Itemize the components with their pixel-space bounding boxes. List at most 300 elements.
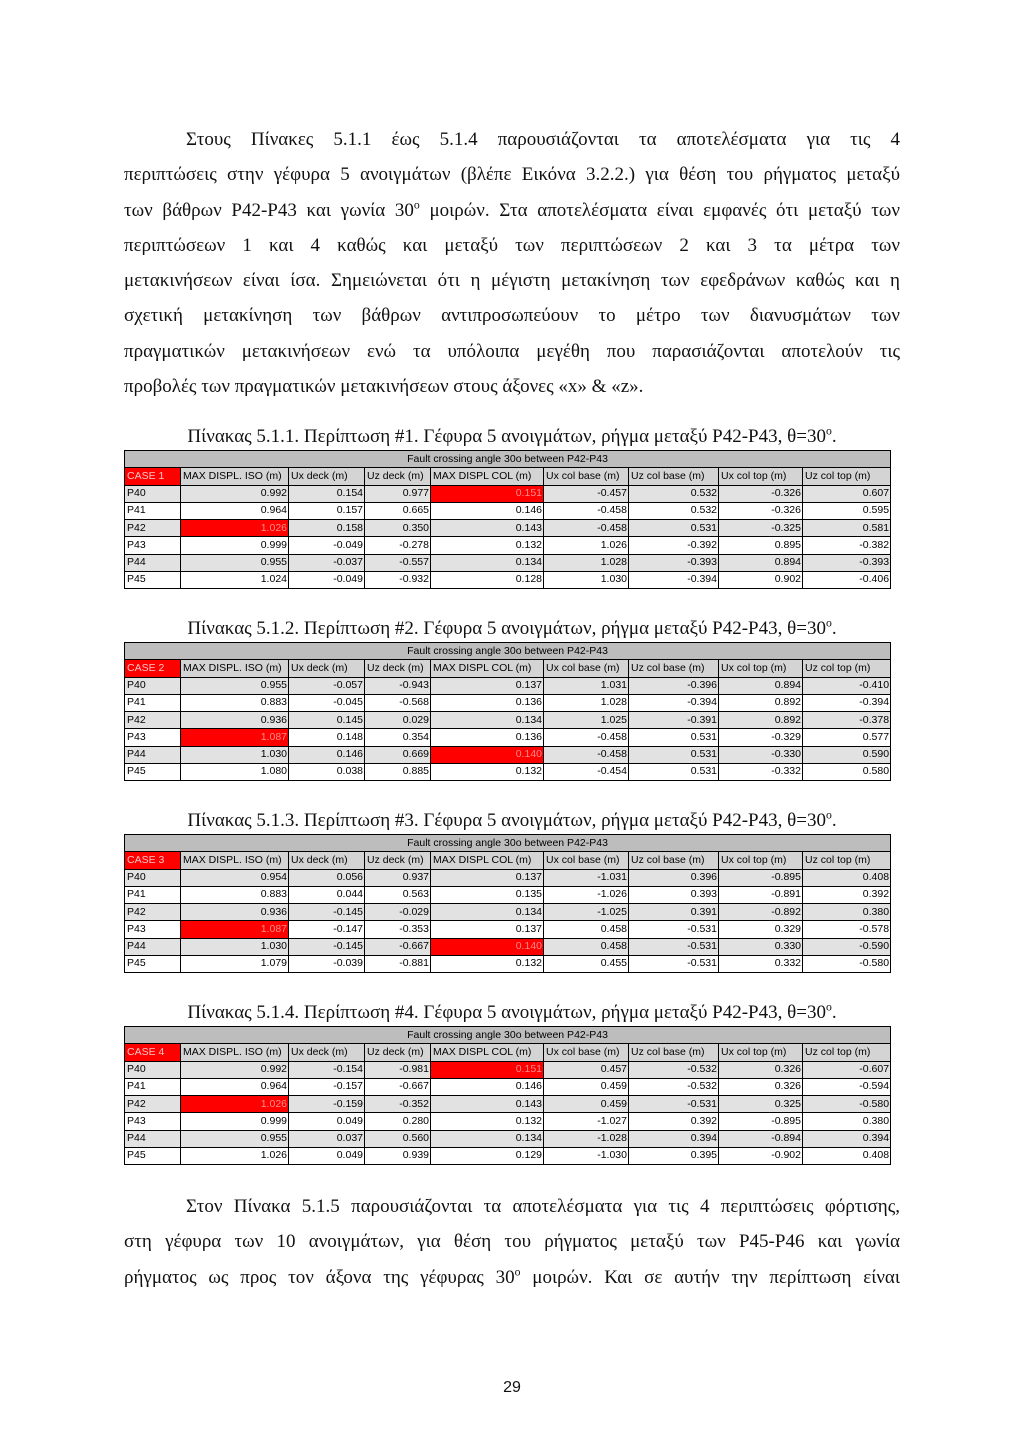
- row-label: P40: [125, 869, 181, 886]
- value-cell: -0.154: [289, 1061, 365, 1078]
- value-cell: -0.145: [289, 938, 365, 955]
- value-cell: 0.146: [289, 746, 365, 763]
- column-header-row: [125, 1044, 891, 1061]
- text-line: [124, 122, 900, 157]
- value-cell: 0.326: [719, 1061, 803, 1078]
- table-row: [125, 712, 891, 729]
- value-cell: 1.026: [181, 1147, 289, 1164]
- column-header: Uz col base (m): [629, 468, 719, 485]
- value-cell: -0.580: [803, 1096, 891, 1113]
- superscript: o: [825, 616, 832, 630]
- page-number: 29: [503, 1379, 521, 1396]
- value-cell: -0.902: [719, 1147, 803, 1164]
- text-line: [124, 1224, 900, 1259]
- table-title: Fault crossing angle 30o between P42-P43: [125, 1027, 891, 1044]
- column-header-row: [125, 468, 891, 485]
- value-cell: -0.531: [629, 1096, 719, 1113]
- row-label: P45: [125, 763, 181, 780]
- value-cell: 0.136: [431, 694, 544, 711]
- highlighted-value-cell: 1.087: [181, 729, 289, 746]
- value-cell: -0.039: [289, 955, 365, 972]
- value-cell: -0.891: [719, 886, 803, 903]
- highlighted-value-cell: 0.140: [431, 746, 544, 763]
- text-line: [124, 1189, 900, 1224]
- value-cell: 0.999: [181, 1113, 289, 1130]
- value-cell: 0.393: [629, 886, 719, 903]
- column-header: Ux col top (m): [719, 852, 803, 869]
- column-header: Ux col base (m): [544, 1044, 629, 1061]
- value-cell: -0.045: [289, 694, 365, 711]
- table-row: [125, 729, 891, 746]
- value-cell: 0.392: [629, 1113, 719, 1130]
- value-cell: 0.964: [181, 1078, 289, 1095]
- column-header: Ux col base (m): [544, 660, 629, 677]
- value-cell: 0.148: [289, 729, 365, 746]
- value-cell: -0.037: [289, 554, 365, 571]
- value-cell: 0.955: [181, 554, 289, 571]
- value-cell: 0.408: [803, 1147, 891, 1164]
- table-row: [125, 1130, 891, 1147]
- column-header: Uz deck (m): [365, 468, 431, 485]
- row-label: P45: [125, 1147, 181, 1164]
- value-cell: 0.392: [803, 886, 891, 903]
- value-cell: -0.159: [289, 1096, 365, 1113]
- case-label: CASE 3: [125, 852, 181, 869]
- value-cell: -1.030: [544, 1147, 629, 1164]
- value-cell: -0.049: [289, 537, 365, 554]
- value-cell: 0.044: [289, 886, 365, 903]
- text-run: Στους Πίνακες 5.1.1 έως 5.1.4 παρουσιάζονται τα αποτελέσματα για τις 4: [186, 129, 900, 150]
- table-caption: [124, 1000, 900, 1026]
- highlighted-value-cell: 1.026: [181, 520, 289, 537]
- case-label: CASE 4: [125, 1044, 181, 1061]
- row-label: P41: [125, 694, 181, 711]
- value-cell: -0.394: [803, 694, 891, 711]
- table-row: [125, 1147, 891, 1164]
- table-row: [125, 955, 891, 972]
- highlighted-value-cell: 0.151: [431, 485, 544, 502]
- column-header: Uz deck (m): [365, 660, 431, 677]
- value-cell: 0.939: [365, 1147, 431, 1164]
- table-row: [125, 904, 891, 921]
- value-cell: 0.457: [544, 1061, 629, 1078]
- value-cell: 0.595: [803, 502, 891, 519]
- table-row: [125, 763, 891, 780]
- value-cell: 1.030: [544, 571, 629, 588]
- value-cell: 0.936: [181, 904, 289, 921]
- table-title: Fault crossing angle 30o between P42-P43: [125, 643, 891, 660]
- text-line: [124, 157, 900, 192]
- value-cell: -0.531: [629, 955, 719, 972]
- value-cell: 0.134: [431, 554, 544, 571]
- column-header: MAX DISPL COL (m): [431, 468, 544, 485]
- value-cell: 0.037: [289, 1130, 365, 1147]
- value-cell: 0.936: [181, 712, 289, 729]
- value-cell: -0.326: [719, 502, 803, 519]
- value-cell: 1.028: [544, 554, 629, 571]
- text-run: στη γέφυρα των 10 ανοιγμάτων, για θέση του ρήγματος μεταξύ των P45-P46 και γωνία: [124, 1231, 900, 1253]
- value-cell: 0.977: [365, 485, 431, 502]
- value-cell: 0.330: [719, 938, 803, 955]
- value-cell: -0.932: [365, 571, 431, 588]
- table-row: [125, 1078, 891, 1095]
- table-row: [125, 554, 891, 571]
- value-cell: 0.531: [629, 729, 719, 746]
- table-row: [125, 537, 891, 554]
- column-header: Uz col base (m): [629, 852, 719, 869]
- value-cell: -0.382: [803, 537, 891, 554]
- value-cell: -1.025: [544, 904, 629, 921]
- results-table: [124, 642, 891, 781]
- text-run: περιπτώσεις στην γέφυρα 5 ανοιγμάτων (βλέπε Εικόνα 3.2.2.) για θέση του ρήγματος μεταξύ: [124, 164, 900, 186]
- text-run: περιπτώσεων 1 και 4 καθώς και μεταξύ των περιπτώσεων 2 και 3 τα μέτρα των: [124, 234, 900, 256]
- value-cell: 0.892: [719, 694, 803, 711]
- value-cell: 0.325: [719, 1096, 803, 1113]
- value-cell: 0.049: [289, 1147, 365, 1164]
- value-cell: -0.458: [544, 729, 629, 746]
- value-cell: -0.454: [544, 763, 629, 780]
- superscript: o: [825, 1000, 832, 1014]
- next-paragraph: [124, 1189, 900, 1295]
- value-cell: 0.999: [181, 537, 289, 554]
- highlighted-value-cell: 0.151: [431, 1061, 544, 1078]
- text-run: μοιρών. Και σε αυτήν την περίπτωση είναι: [520, 1266, 900, 1288]
- row-label: P45: [125, 571, 181, 588]
- value-cell: 0.892: [719, 712, 803, 729]
- highlighted-value-cell: 0.140: [431, 938, 544, 955]
- row-label: P43: [125, 1113, 181, 1130]
- value-cell: -1.031: [544, 869, 629, 886]
- value-cell: -0.590: [803, 938, 891, 955]
- table-caption: [124, 616, 900, 642]
- table-caption: [124, 808, 900, 834]
- value-cell: 0.458: [544, 921, 629, 938]
- column-header: MAX DISPL COL (m): [431, 852, 544, 869]
- value-cell: -0.157: [289, 1078, 365, 1095]
- column-header-row: [125, 660, 891, 677]
- column-header: Uz deck (m): [365, 1044, 431, 1061]
- value-cell: 0.955: [181, 1130, 289, 1147]
- value-cell: -0.396: [629, 677, 719, 694]
- row-label: P45: [125, 955, 181, 972]
- value-cell: -0.332: [719, 763, 803, 780]
- superscript: o: [825, 808, 832, 822]
- value-cell: -0.943: [365, 677, 431, 694]
- value-cell: 0.146: [431, 1078, 544, 1095]
- row-label: P40: [125, 677, 181, 694]
- value-cell: 0.134: [431, 1130, 544, 1147]
- row-label: P44: [125, 746, 181, 763]
- table-block-5-1-4: [124, 1000, 900, 1165]
- value-cell: -1.027: [544, 1113, 629, 1130]
- column-header: Uz col base (m): [629, 660, 719, 677]
- value-cell: -0.557: [365, 554, 431, 571]
- value-cell: 0.134: [431, 712, 544, 729]
- table-row: [125, 694, 891, 711]
- row-label: P41: [125, 1078, 181, 1095]
- value-cell: 0.157: [289, 502, 365, 519]
- value-cell: 1.031: [544, 677, 629, 694]
- value-cell: 0.992: [181, 1061, 289, 1078]
- value-cell: 0.391: [629, 904, 719, 921]
- value-cell: 0.137: [431, 921, 544, 938]
- value-cell: 0.143: [431, 520, 544, 537]
- table-row: [125, 886, 891, 903]
- value-cell: 0.458: [544, 938, 629, 955]
- row-label: P44: [125, 554, 181, 571]
- caption-end: .: [831, 1002, 837, 1023]
- value-cell: -1.028: [544, 1130, 629, 1147]
- value-cell: 0.280: [365, 1113, 431, 1130]
- value-cell: 0.992: [181, 485, 289, 502]
- value-cell: -0.568: [365, 694, 431, 711]
- value-cell: 0.137: [431, 869, 544, 886]
- value-cell: 1.030: [181, 746, 289, 763]
- value-cell: 0.158: [289, 520, 365, 537]
- row-label: P44: [125, 938, 181, 955]
- value-cell: 0.669: [365, 746, 431, 763]
- value-cell: 1.025: [544, 712, 629, 729]
- value-cell: -0.392: [629, 537, 719, 554]
- text-run: μοιρών. Στα αποτελέσματα είναι εμφανές ότι μεταξύ των: [419, 199, 900, 221]
- value-cell: -0.391: [629, 712, 719, 729]
- value-cell: 0.665: [365, 502, 431, 519]
- table-row: [125, 571, 891, 588]
- value-cell: 0.883: [181, 886, 289, 903]
- value-cell: 0.937: [365, 869, 431, 886]
- table-block-5-1-3: [124, 808, 900, 973]
- superscript: o: [413, 198, 420, 212]
- value-cell: 0.136: [431, 729, 544, 746]
- value-cell: -0.147: [289, 921, 365, 938]
- value-cell: 0.894: [719, 677, 803, 694]
- table-body: [125, 643, 891, 781]
- value-cell: -0.145: [289, 904, 365, 921]
- case-label: CASE 1: [125, 468, 181, 485]
- value-cell: 0.531: [629, 746, 719, 763]
- value-cell: -0.580: [803, 955, 891, 972]
- text-run: προβολές των πραγματικών μετακινήσεων στους άξονες «x» & «z».: [124, 376, 644, 398]
- row-label: P42: [125, 712, 181, 729]
- value-cell: 1.028: [544, 694, 629, 711]
- caption-text: Πίνακας 5.1.4. Περίπτωση #4. Γέφυρα 5 ανοιγμάτων, ρήγμα μεταξύ P42-P43, θ=30: [187, 1002, 826, 1023]
- column-header: MAX DISPL COL (m): [431, 1044, 544, 1061]
- row-label: P44: [125, 1130, 181, 1147]
- value-cell: 0.895: [719, 537, 803, 554]
- table-title-row: [125, 1027, 891, 1044]
- value-cell: -0.667: [365, 1078, 431, 1095]
- value-cell: -0.532: [629, 1078, 719, 1095]
- value-cell: -0.029: [365, 904, 431, 921]
- value-cell: 0.049: [289, 1113, 365, 1130]
- text-line: [124, 193, 900, 228]
- value-cell: 0.531: [629, 763, 719, 780]
- value-cell: -0.394: [629, 694, 719, 711]
- value-cell: -0.393: [629, 554, 719, 571]
- value-cell: 1.080: [181, 763, 289, 780]
- value-cell: -0.894: [719, 1130, 803, 1147]
- table-title-row: [125, 451, 891, 468]
- value-cell: -0.353: [365, 921, 431, 938]
- table-row: [125, 938, 891, 955]
- column-header: MAX DISPL COL (m): [431, 660, 544, 677]
- caption-text: Πίνακας 5.1.2. Περίπτωση #2. Γέφυρα 5 ανοιγμάτων, ρήγμα μεταξύ P42-P43, θ=30: [187, 618, 826, 639]
- value-cell: 0.137: [431, 677, 544, 694]
- value-cell: 0.146: [431, 502, 544, 519]
- value-cell: 0.563: [365, 886, 431, 903]
- value-cell: 0.883: [181, 694, 289, 711]
- table-row: [125, 746, 891, 763]
- column-header: Ux col top (m): [719, 1044, 803, 1061]
- value-cell: 0.326: [719, 1078, 803, 1095]
- table-row: [125, 1096, 891, 1113]
- row-label: P42: [125, 1096, 181, 1113]
- column-header: MAX DISPL. ISO (m): [181, 468, 289, 485]
- value-cell: 0.134: [431, 904, 544, 921]
- value-cell: -0.393: [803, 554, 891, 571]
- value-cell: -0.895: [719, 869, 803, 886]
- row-label: P41: [125, 886, 181, 903]
- value-cell: -0.892: [719, 904, 803, 921]
- table-caption: [124, 424, 900, 450]
- text-run: ρήγματος ως προς τον άξονα της γέφυρας 30: [124, 1266, 515, 1288]
- column-header: Ux deck (m): [289, 1044, 365, 1061]
- value-cell: 0.332: [719, 955, 803, 972]
- value-cell: 0.154: [289, 485, 365, 502]
- column-header-row: [125, 852, 891, 869]
- value-cell: 0.129: [431, 1147, 544, 1164]
- caption-end: .: [831, 810, 837, 831]
- value-cell: 0.532: [629, 502, 719, 519]
- value-cell: 0.132: [431, 537, 544, 554]
- column-header: MAX DISPL. ISO (m): [181, 1044, 289, 1061]
- value-cell: -0.325: [719, 520, 803, 537]
- text-line: [124, 334, 900, 369]
- column-header: MAX DISPL. ISO (m): [181, 660, 289, 677]
- text-line: [124, 369, 900, 404]
- value-cell: -0.881: [365, 955, 431, 972]
- value-cell: -0.895: [719, 1113, 803, 1130]
- value-cell: 0.532: [629, 485, 719, 502]
- text-run: σχετική μετακίνηση των βάθρων αντιπροσωπεύουν το μέτρο των διανυσμάτων των: [124, 305, 900, 327]
- value-cell: 0.056: [289, 869, 365, 886]
- column-header: Ux col base (m): [544, 468, 629, 485]
- case-label: CASE 2: [125, 660, 181, 677]
- value-cell: 0.590: [803, 746, 891, 763]
- column-header: Uz col top (m): [803, 1044, 891, 1061]
- column-header: Ux col top (m): [719, 468, 803, 485]
- value-cell: 0.135: [431, 886, 544, 903]
- value-cell: -1.026: [544, 886, 629, 903]
- column-header: Uz col top (m): [803, 660, 891, 677]
- table-block-5-1-1: [124, 424, 900, 589]
- value-cell: 0.396: [629, 869, 719, 886]
- table-title-row: [125, 643, 891, 660]
- value-cell: 0.531: [629, 520, 719, 537]
- value-cell: 0.459: [544, 1096, 629, 1113]
- caption-end: .: [831, 618, 837, 639]
- value-cell: 0.380: [803, 1113, 891, 1130]
- value-cell: -0.394: [629, 571, 719, 588]
- value-cell: -0.457: [544, 485, 629, 502]
- value-cell: -0.458: [544, 746, 629, 763]
- value-cell: -0.352: [365, 1096, 431, 1113]
- text-run: πραγματικών μετακινήσεων ενώ τα υπόλοιπα μεγέθη που παρασιάζονται αποτελούν τις: [124, 340, 900, 362]
- column-header: Ux col base (m): [544, 852, 629, 869]
- results-table: [124, 450, 891, 589]
- value-cell: 0.038: [289, 763, 365, 780]
- table-row: [125, 869, 891, 886]
- value-cell: 0.581: [803, 520, 891, 537]
- table-row: [125, 1061, 891, 1078]
- table-body: [125, 1027, 891, 1165]
- value-cell: 0.380: [803, 904, 891, 921]
- table-body: [125, 451, 891, 589]
- value-cell: -0.981: [365, 1061, 431, 1078]
- value-cell: 1.030: [181, 938, 289, 955]
- text-line: [124, 1260, 900, 1295]
- value-cell: -0.458: [544, 502, 629, 519]
- value-cell: 0.408: [803, 869, 891, 886]
- text-run: Στον Πίνακα 5.1.5 παρουσιάζονται τα αποτελέσματα για τις 4 περιπτώσεις φόρτισης,: [186, 1196, 900, 1217]
- value-cell: 0.902: [719, 571, 803, 588]
- value-cell: -0.378: [803, 712, 891, 729]
- value-cell: -0.532: [629, 1061, 719, 1078]
- value-cell: -0.578: [803, 921, 891, 938]
- row-label: P41: [125, 502, 181, 519]
- column-header: MAX DISPL. ISO (m): [181, 852, 289, 869]
- value-cell: 0.459: [544, 1078, 629, 1095]
- text-run: των βάθρων P42-P43 και γωνία 30: [124, 199, 414, 221]
- value-cell: 0.350: [365, 520, 431, 537]
- row-label: P43: [125, 729, 181, 746]
- value-cell: 0.894: [719, 554, 803, 571]
- table-row: [125, 1113, 891, 1130]
- value-cell: -0.057: [289, 677, 365, 694]
- text-line: [124, 263, 900, 298]
- row-label: P40: [125, 1061, 181, 1078]
- value-cell: 0.029: [365, 712, 431, 729]
- highlighted-value-cell: 1.026: [181, 1096, 289, 1113]
- text-run: μετακινήσεων είναι ίσα. Σημειώνεται ότι η μέγιστη μετακίνηση των εφεδράνων καθώς και η: [124, 270, 900, 292]
- value-cell: 0.580: [803, 763, 891, 780]
- column-header: Uz col base (m): [629, 1044, 719, 1061]
- table-title: Fault crossing angle 30o between P42-P43: [125, 835, 891, 852]
- value-cell: -0.667: [365, 938, 431, 955]
- table-row: [125, 677, 891, 694]
- value-cell: 0.394: [629, 1130, 719, 1147]
- value-cell: -0.531: [629, 938, 719, 955]
- value-cell: 0.128: [431, 571, 544, 588]
- value-cell: 0.395: [629, 1147, 719, 1164]
- table-title: Fault crossing angle 30o between P42-P43: [125, 451, 891, 468]
- value-cell: -0.326: [719, 485, 803, 502]
- table-row: [125, 921, 891, 938]
- caption-text: Πίνακας 5.1.1. Περίπτωση #1. Γέφυρα 5 ανοιγμάτων, ρήγμα μεταξύ P42-P43, θ=30: [187, 426, 826, 447]
- superscript: o: [514, 1265, 521, 1279]
- value-cell: 0.954: [181, 869, 289, 886]
- highlighted-value-cell: 1.087: [181, 921, 289, 938]
- superscript: o: [825, 424, 832, 438]
- value-cell: -0.278: [365, 537, 431, 554]
- table-title-row: [125, 835, 891, 852]
- value-cell: -0.607: [803, 1061, 891, 1078]
- value-cell: -0.329: [719, 729, 803, 746]
- text-line: [124, 298, 900, 333]
- caption-end: .: [831, 426, 837, 447]
- row-label: P43: [125, 537, 181, 554]
- column-header: Uz col top (m): [803, 468, 891, 485]
